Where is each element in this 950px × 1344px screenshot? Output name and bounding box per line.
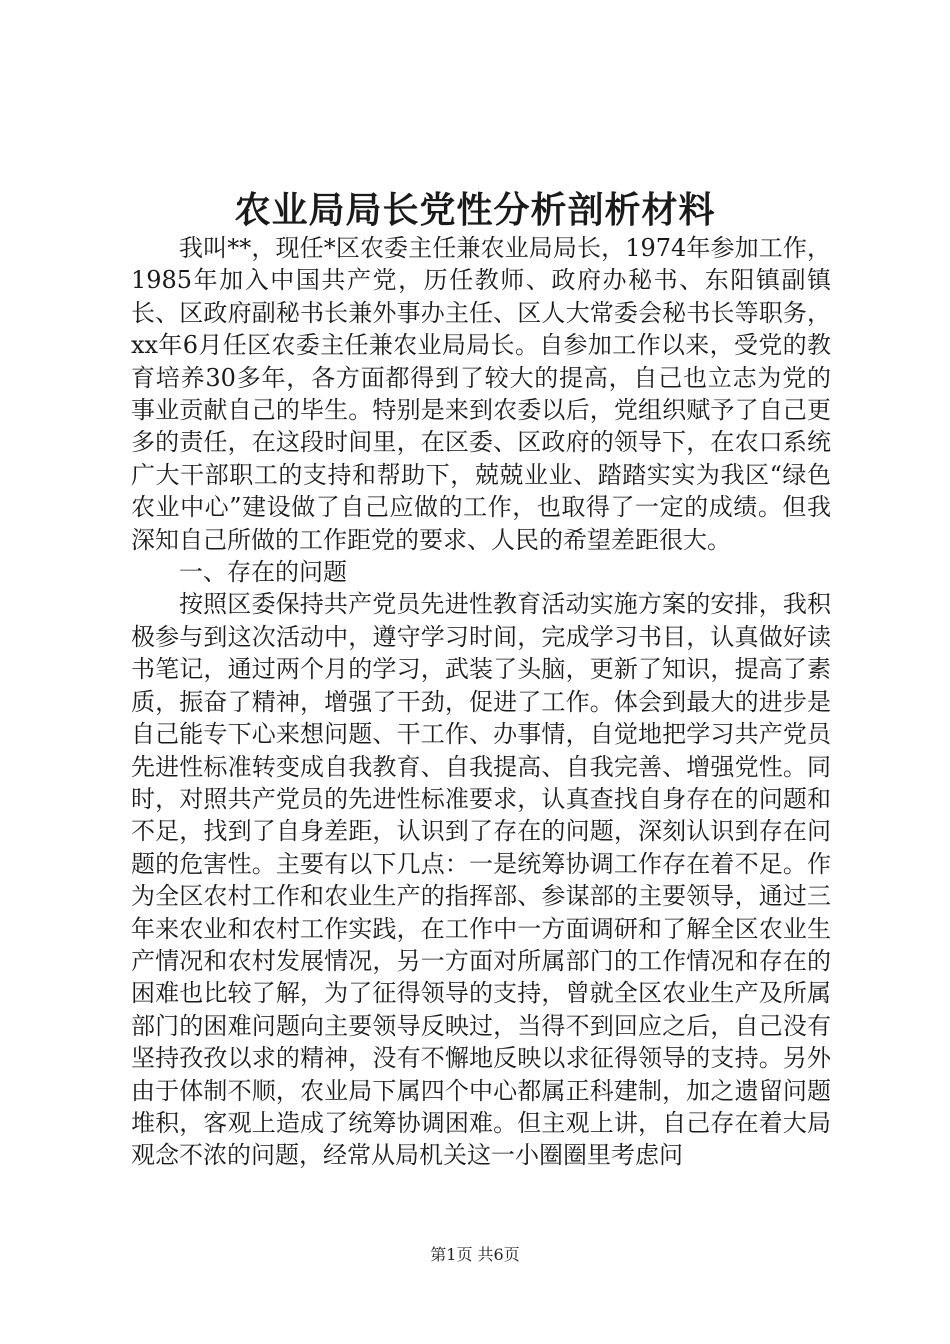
paragraph-intro: 我叫**，现任*区农委主任兼农业局局长，1974年参加工作，1985年加入中国共产党，历任教师、政府办秘书、东阳镇副镇长、区政府副秘书长兼外事办主任、区人大常委会秘书长等职务，xx年6月任区农委主任兼农业局局长。自参加工作以来，受党的教育培养30多年，各方面都得到了较大的提高，自己也立志为党的事业贡献自己的毕生。特别是来到农委以后，党组织赋予了自己更多的责任，在这段时间里，在区委、区政府的领导下，在农口系统广大干部职工的支持和帮助下，兢兢业业、踏踏实实为我区“绿色农业中心”建设做了自己应做的工作，也取得了一定的成绩。但我深知自己所做的工作距党的要求、人民的希望差距很大。 (131, 234, 831, 554)
section-heading-problems: 一、存在的问题 (179, 558, 347, 587)
document-body (131, 232, 831, 1172)
paragraph-problems: 按照区委保持共产党员先进性教育活动实施方案的安排，我积极参与到这次活动中，遵守学习时间，完成学习书目，认真做好读书笔记，通过两个月的学习，武装了头脑，更新了知识，提高了素质，振奋了精神，增强了干劲，促进了工作。体会到最大的进步是自己能专下心来想问题、干工作、办事情，自觉地把学习共产党员先进性标准转变成自我教育、自我提高、自我完善、增强党性。同时，对照共产党员的先进性标准要求，认真查找自身存在的问题和不足，找到了自身差距，认识到了存在的问题，深刻认识到存在问题的危害性。主要有以下几点：一是统筹协调工作存在着不足。作为全区农村工作和农业生产的指挥部、参谋部的主要领导，通过三年来农业和农村工作实践，在工作中一方面调研和了解全区农业生产情况和农村发展情况，另一方面对所属部门的工作情况和存在的困难也比较了解，为了征得领导的支持，曾就全区农业生产及所属部门的困难问题向主要领导反映过，当得不到回应之后，自己没有坚持孜孜以求的精神，没有不懈地反映以求征得领导的支持。另外由于体制不顺，农业局下属四个中心都属正科建制，加之遗留问题堆积，客观上造成了统筹协调困难。但主观上讲，自己存在着大局观念不浓的问题，经常从局机关这一小圈圈里考虑问 (131, 590, 831, 1170)
page-number-footer: 第1页 共6页 (430, 1245, 520, 1264)
document-title: 农业局局长党性分析剖析材料 (234, 189, 716, 231)
